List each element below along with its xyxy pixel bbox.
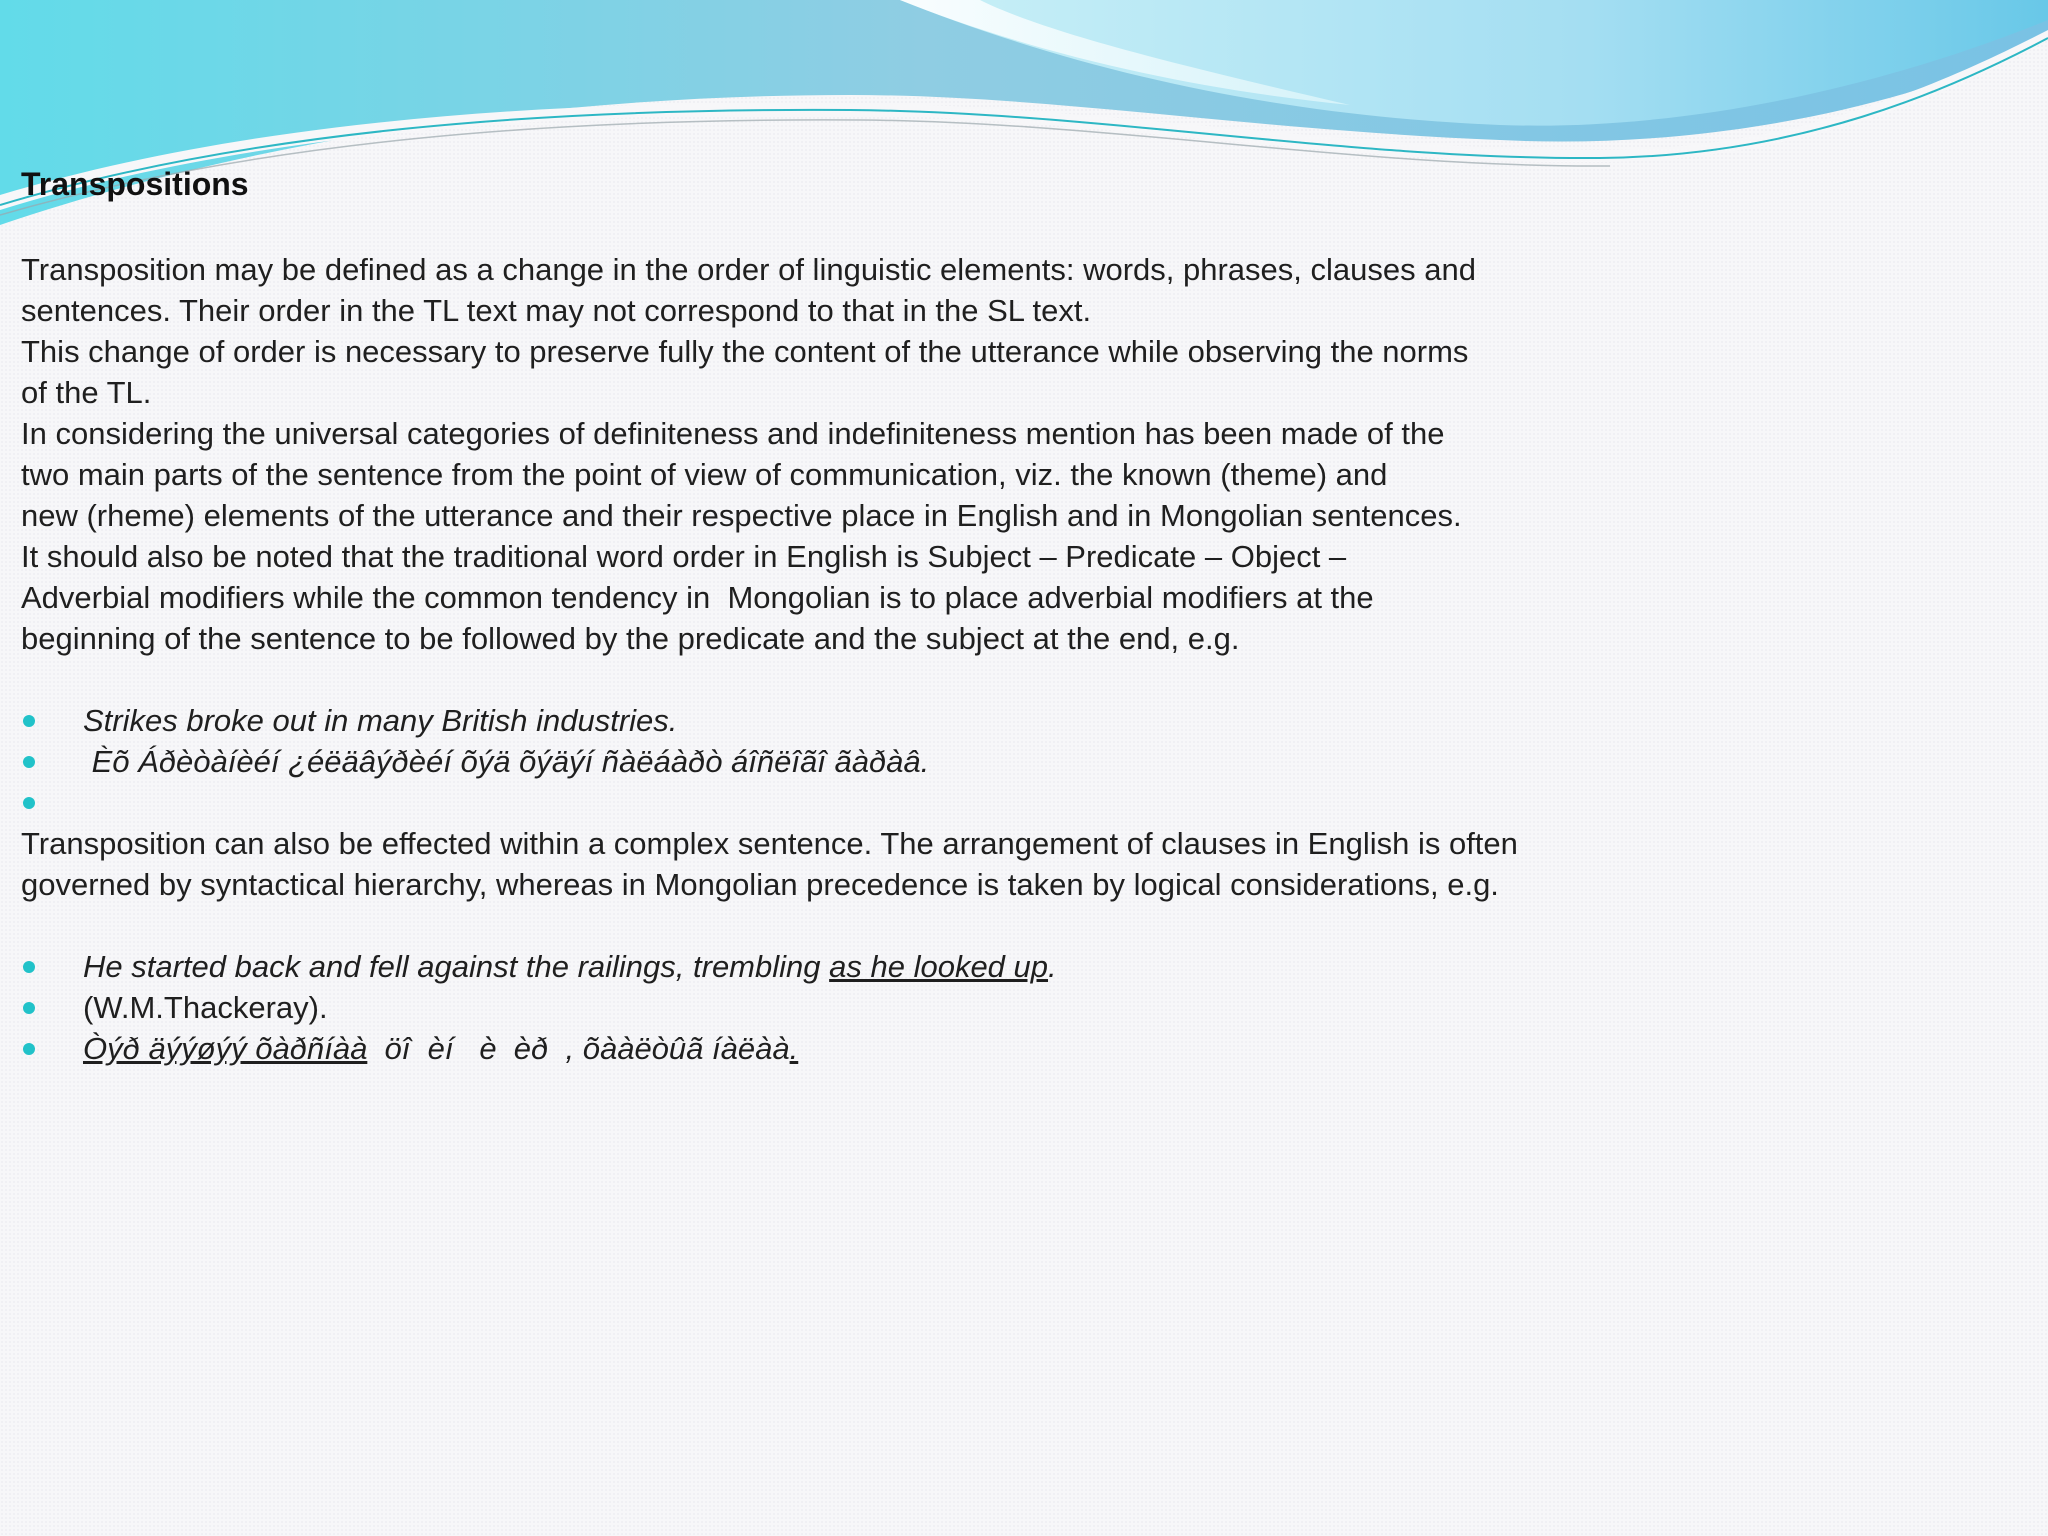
bullet-icon <box>23 797 35 809</box>
example-list-1 <box>21 700 2011 823</box>
text-line: sentences. Their order in the TL text may not correspond to that in the SL text. <box>21 293 1092 328</box>
text-line: In considering the universal categories of definiteness and indefiniteness mention has been made of the <box>21 416 1445 451</box>
text-line: new (rheme) elements of the utterance and their respective place in English and in Mongolian sentences. <box>21 498 1462 533</box>
list-item <box>21 741 2011 782</box>
example-english-complex <box>83 946 1057 987</box>
bullet-icon <box>23 715 35 727</box>
text-line: two main parts of the sentence from the point of view of communication, viz. the known (theme) and <box>21 457 1388 492</box>
example-text: öî èí è èð , õààëòûã íàëàà <box>367 1031 790 1066</box>
slide-title: Transpositions <box>21 166 249 202</box>
intro-paragraph <box>21 249 2011 659</box>
underlined-clause: Òýð äýýøýý õàðñíàà <box>83 1031 368 1066</box>
text-line: governed by syntactical hierarchy, whereas in Mongolian precedence is taken by logical considerations, e.g. <box>21 867 1499 902</box>
list-item <box>21 1028 2011 1069</box>
example-source: (W.M.Thackeray). <box>83 990 328 1025</box>
list-item <box>21 782 2011 823</box>
bullet-icon <box>23 1043 35 1055</box>
text-line: It should also be noted that the traditional word order in English is Subject – Predicate – Object – <box>21 539 1347 574</box>
underlined-clause: as he looked up <box>829 949 1049 984</box>
example-text: He started back and fell against the railings, trembling <box>83 949 830 984</box>
text-line: Transposition may be defined as a change in the order of linguistic elements: words, phrases, clauses and <box>21 252 1476 287</box>
text-line: Transposition can also be effected within a complex sentence. The arrangement of clauses in English is often <box>21 826 1518 861</box>
text-line: This change of order is necessary to preserve fully the content of the utterance while observing the norms <box>21 334 1469 369</box>
list-item <box>21 700 2011 741</box>
slide-content <box>21 160 2011 1069</box>
bullet-icon <box>23 1002 35 1014</box>
example-mongolian: Èõ Áðèòàíèéí ¿éëäâýðèéí õýä õýäýí ñàëáàðò áîñëîãî ãàðàâ. <box>83 744 930 779</box>
example-list-2 <box>21 946 2011 1069</box>
example-text-end: . <box>1048 949 1057 984</box>
example-text-end: . <box>789 1031 799 1066</box>
complex-sentence-paragraph <box>21 823 2011 905</box>
example-mongolian-complex <box>83 1028 798 1069</box>
text-line: beginning of the sentence to be followed by the predicate and the subject at the end, e.g. <box>21 621 1240 656</box>
bullet-icon <box>23 961 35 973</box>
example-english: Strikes broke out in many British industries. <box>83 703 678 738</box>
text-line: of the TL. <box>21 375 152 410</box>
bullet-icon <box>23 756 35 768</box>
text-line: Adverbial modifiers while the common tendency in Mongolian is to place adverbial modifiers at the <box>21 580 1374 615</box>
list-item <box>21 987 2011 1028</box>
list-item <box>21 946 2011 987</box>
